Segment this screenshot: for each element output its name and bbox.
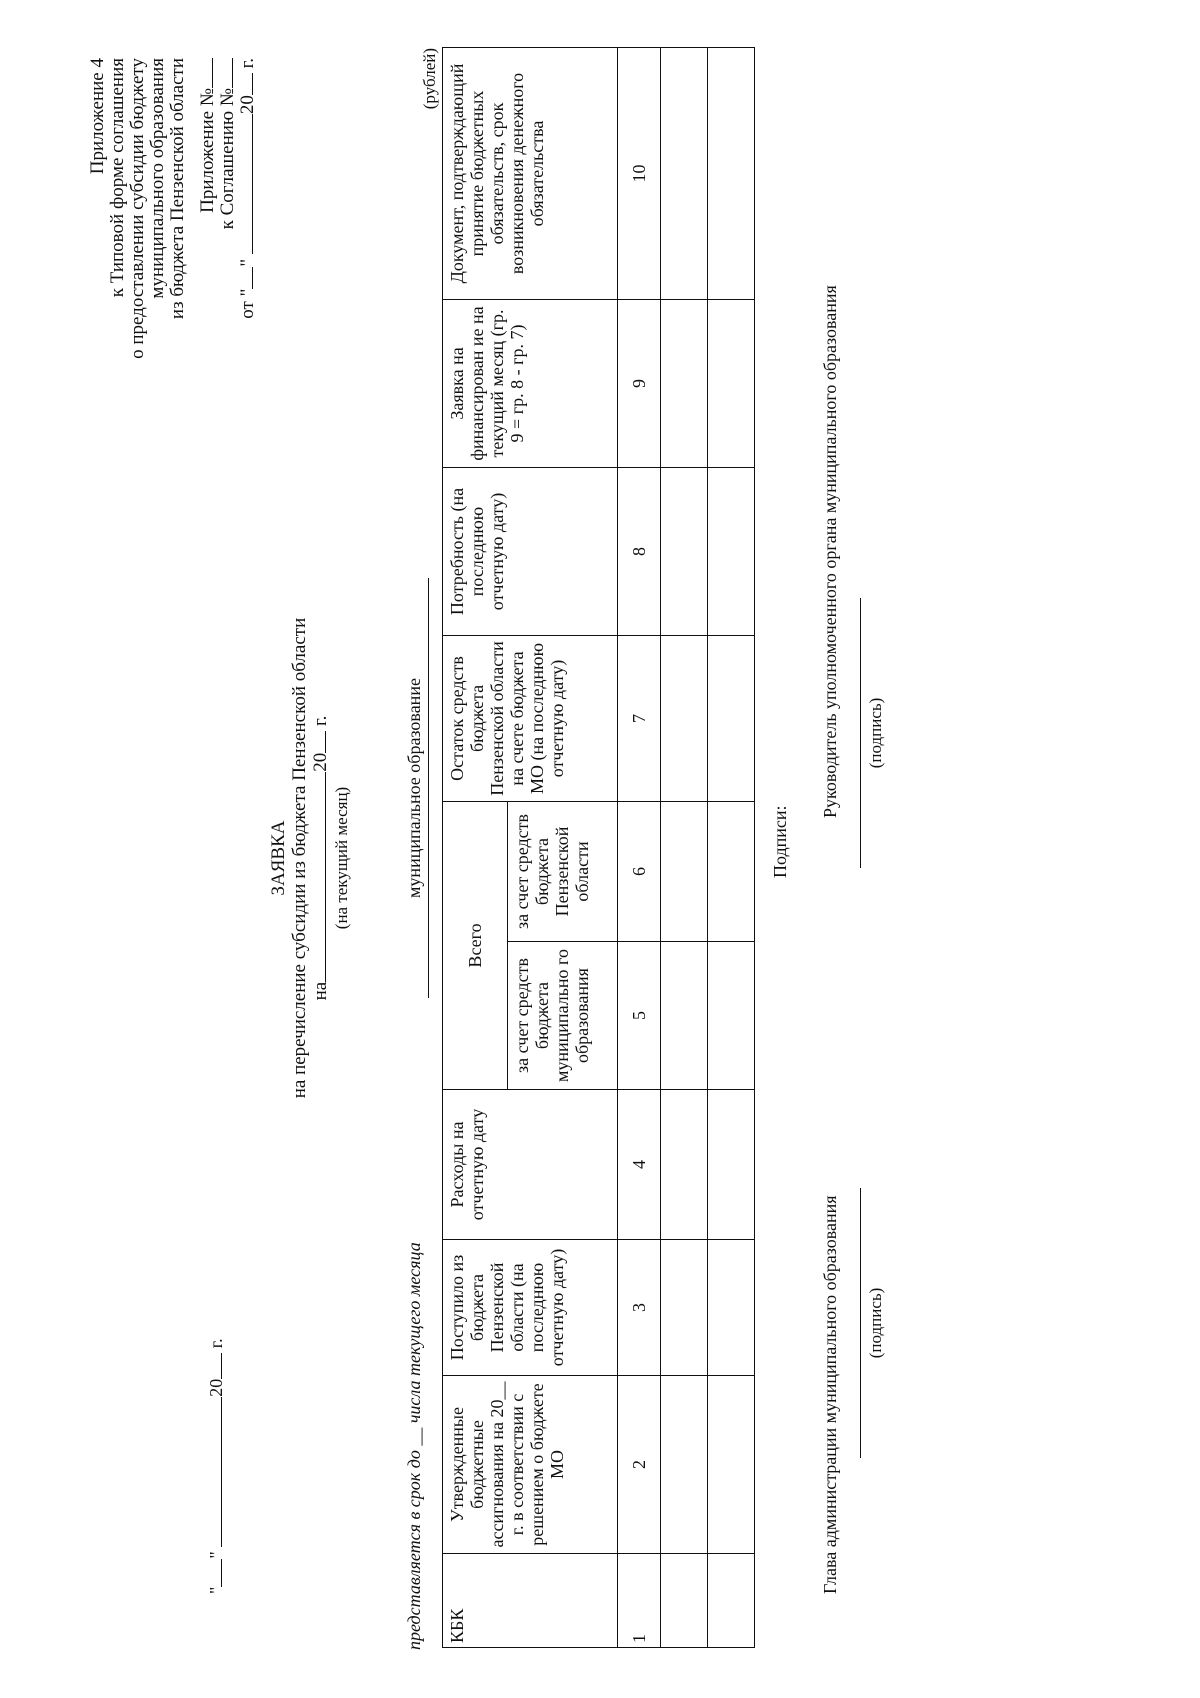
table-cell[interactable]: [708, 299, 755, 467]
appendix-line-5: из бюджета Пензенской области: [167, 58, 188, 320]
table-cell[interactable]: [708, 1240, 755, 1376]
table-cell[interactable]: [661, 1376, 708, 1554]
attachment-block: [198, 58, 258, 428]
table-row: [661, 47, 708, 1647]
column-number: 4: [618, 1090, 661, 1240]
head-signature-line[interactable]: [860, 598, 861, 868]
table-cell[interactable]: [661, 1240, 708, 1376]
column-number: 8: [618, 467, 661, 635]
month-blank[interactable]: [311, 772, 326, 982]
title-year: 20: [310, 752, 331, 772]
date-close-quote: ": [206, 1551, 226, 1559]
table-cell[interactable]: [661, 467, 708, 635]
table-cell[interactable]: [708, 1554, 755, 1648]
title-block: [268, 578, 352, 1138]
header-supporting-document: Документ, подтверждающий принятие бюджетных обязательств, срок возникновения денежного обязательства: [443, 47, 618, 299]
table-row: [708, 47, 755, 1647]
column-number: 6: [618, 801, 661, 941]
appendix-line-2: к Типовой форме соглашения: [107, 58, 128, 298]
attachment-month-blank[interactable]: [238, 114, 253, 254]
agreement-number-blank[interactable]: [218, 58, 233, 88]
attachment-date-quote: ": [237, 258, 258, 267]
attachment-day-blank[interactable]: [238, 267, 253, 289]
table-cell[interactable]: [708, 801, 755, 941]
attachment-date-year: 20: [237, 95, 258, 115]
title-on-prefix: на: [310, 981, 331, 1001]
document-heading: ЗАЯВКА: [268, 820, 289, 896]
head-label: Руководитель уполномоченного органа муниципального образования: [820, 285, 840, 818]
agreement-number-label: к Соглашению №: [217, 88, 238, 230]
column-number: 9: [618, 299, 661, 467]
title-year-suffix: г.: [310, 715, 331, 727]
head-signature-caption: (подпись): [866, 697, 885, 769]
column-number: 10: [618, 47, 661, 299]
chief-label: Глава администрации муниципального образования: [820, 1195, 840, 1594]
table-cell[interactable]: [661, 1554, 708, 1648]
chief-signature-caption: (подпись): [866, 1287, 885, 1359]
header-regional-funds: за счет средств бюджета Пензенской области: [508, 801, 618, 941]
attachment-date-suffix: г.: [237, 58, 258, 69]
table-cell[interactable]: [708, 942, 755, 1090]
header-remaining-funds: Остаток средств бюджета Пензенской области на счете бюджета МО (на последнюю отчетную дату): [443, 635, 618, 801]
table-cell[interactable]: [661, 635, 708, 801]
appendix-line-4: муниципального образования: [147, 58, 168, 299]
attachment-number-blank[interactable]: [198, 58, 213, 88]
appendix-line-3: о предоставлении субсидии бюджету: [127, 58, 148, 359]
header-municipal-funds: за счет средств бюджета муниципально го образования: [508, 942, 618, 1090]
header-need: Потребность (на последнюю отчетную дату): [443, 467, 618, 635]
header-kbk: КБК: [443, 1554, 618, 1648]
header-received-from-region: Поступило из бюджета Пензенской области (на последнюю отчетную дату): [443, 1240, 618, 1376]
header-expenses-to-date: Расходы на отчетную дату: [443, 1090, 618, 1240]
date-day-blank[interactable]: [207, 1559, 222, 1587]
table-cell[interactable]: [708, 635, 755, 801]
column-number: 7: [618, 635, 661, 801]
attachment-year-blank[interactable]: [238, 73, 253, 95]
municipality-line[interactable]: [428, 578, 429, 998]
budget-request-table: [442, 47, 755, 1648]
table-cell[interactable]: [661, 1090, 708, 1240]
column-number: 5: [618, 942, 661, 1090]
table-cell[interactable]: [708, 47, 755, 299]
document-subtitle: на перечисление субсидии из бюджета Пензенской области: [289, 617, 310, 1099]
date-open-quote: ": [206, 1586, 226, 1594]
date-year-blank[interactable]: [207, 1353, 222, 1379]
units-label: (рублей): [420, 48, 439, 110]
chief-signature-line[interactable]: [860, 1188, 861, 1458]
header-total: Всего: [443, 801, 508, 1089]
table-cell[interactable]: [708, 467, 755, 635]
deadline-note: представляется в срок до __ числа текущего месяца: [404, 1242, 424, 1650]
municipality-label: муниципальное образование: [404, 678, 424, 898]
month-note: (на текущий месяц): [332, 786, 351, 930]
table-cell[interactable]: [661, 299, 708, 467]
table-cell[interactable]: [708, 1090, 755, 1240]
table-cell[interactable]: [708, 1376, 755, 1554]
table-cell[interactable]: [661, 942, 708, 1090]
year-blank[interactable]: [311, 731, 326, 753]
appendix-line-1: Приложение 4: [87, 58, 108, 175]
attachment-date-prefix: от ": [237, 288, 258, 319]
table-cell[interactable]: [661, 47, 708, 299]
column-number: 1: [618, 1554, 661, 1648]
column-number: 2: [618, 1376, 661, 1554]
date-year: 20: [206, 1378, 226, 1397]
date-suffix: г.: [206, 1338, 226, 1349]
signatures-title: Подписи:: [770, 805, 790, 878]
signature-date: [206, 1338, 227, 1594]
attachment-number-label: Приложение №: [197, 88, 218, 213]
column-number: 3: [618, 1240, 661, 1376]
column-number-row: [618, 47, 661, 1647]
table-cell[interactable]: [661, 801, 708, 941]
header-funding-request: Заявка на финансирован ие на текущий месяц (гр. 9 = гр. 8 - гр. 7): [443, 299, 618, 467]
appendix-block: [88, 58, 188, 618]
date-month-blank[interactable]: [207, 1397, 222, 1547]
header-approved-appropriations: Утвержденные бюджетные ассигнования на 20__ г. в соответствии с решением о бюджете МО: [443, 1376, 618, 1554]
